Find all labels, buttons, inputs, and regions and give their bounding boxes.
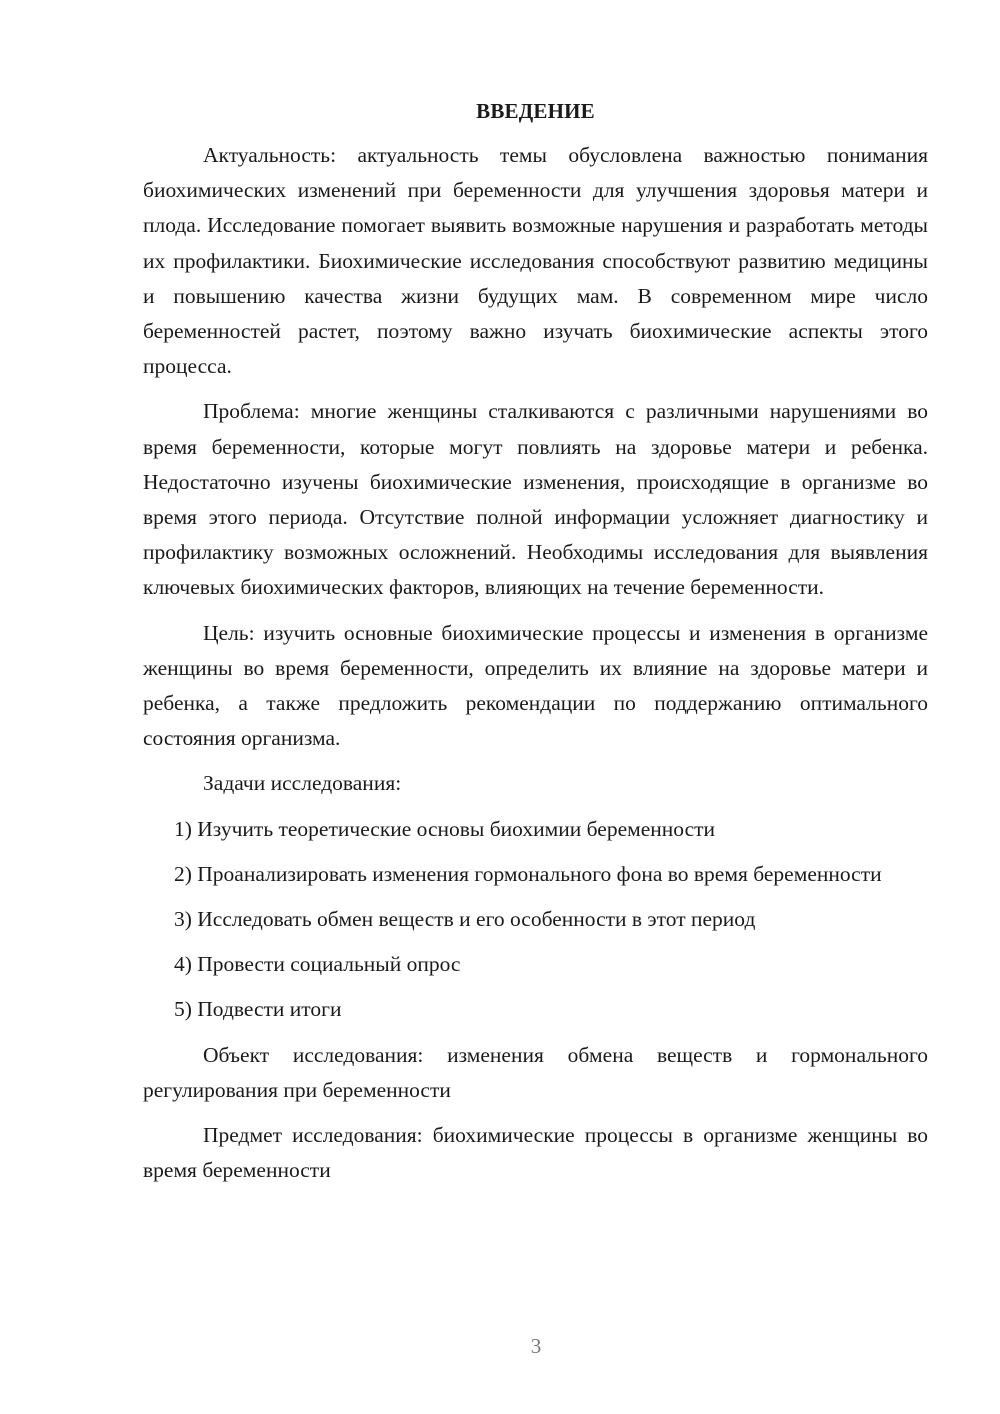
page-number: 3: [530, 1334, 542, 1358]
paragraph-goal: Цель: изучить основные биохимические процессы и изменения в организме женщины во время беременности, определить их влияние на здоровье матери и ребенка, а также предложить рекомендации по поддержанию оптимального состояния организма.: [143, 620, 928, 751]
paragraph-object: Объект исследования: изменения обмена веществ и гормонального регулирования при беременности: [143, 1042, 928, 1102]
task-item-5: 5) Подвести итоги: [174, 997, 342, 1022]
task-item-1: 1) Изучить теоретические основы биохимии беременности: [174, 816, 716, 841]
paragraph-subject: Предмет исследования: биохимические процессы в организме женщины во время беременности: [143, 1123, 928, 1183]
task-item-3: 3) Исследовать обмен веществ и его особенности в этот период: [174, 907, 756, 932]
page-content: [143, 96, 928, 1198]
task-item-2: 2) Проанализировать изменения гормонального фона во время беременности: [174, 861, 882, 886]
task-item-4: 4) Провести социальный опрос: [174, 952, 461, 977]
tasks-title: Задачи исследования:: [203, 771, 402, 796]
section-heading: ВВЕДЕНИЕ: [476, 99, 595, 123]
paragraph-problem: Проблема: многие женщины сталкиваются с различными нарушениями во время беременности, которые могут повлиять на здоровье матери и ребенка. Недостаточно изучены биохимические изменения, происходящие в организме во время этого периода. Отсутствие полной информации усложняет диагностику и профилактику возможных осложнений. Необходимы исследования для выявления ключевых биохимических факторов, влияющих на течение беременности.: [143, 399, 928, 600]
paragraph-relevance: Актуальность: актуальность темы обусловлена важностью понимания биохимических изменений при беременности для улучшения здоровья матери и плода. Исследование помогает выявить возможные нарушения и разработать методы их профилактики. Биохимические исследования способствуют развитию медицины и повышению качества жизни будущих мам. В современном мире число беременностей растет, поэтому важно изучать биохимические аспекты этого процесса.: [143, 143, 928, 379]
